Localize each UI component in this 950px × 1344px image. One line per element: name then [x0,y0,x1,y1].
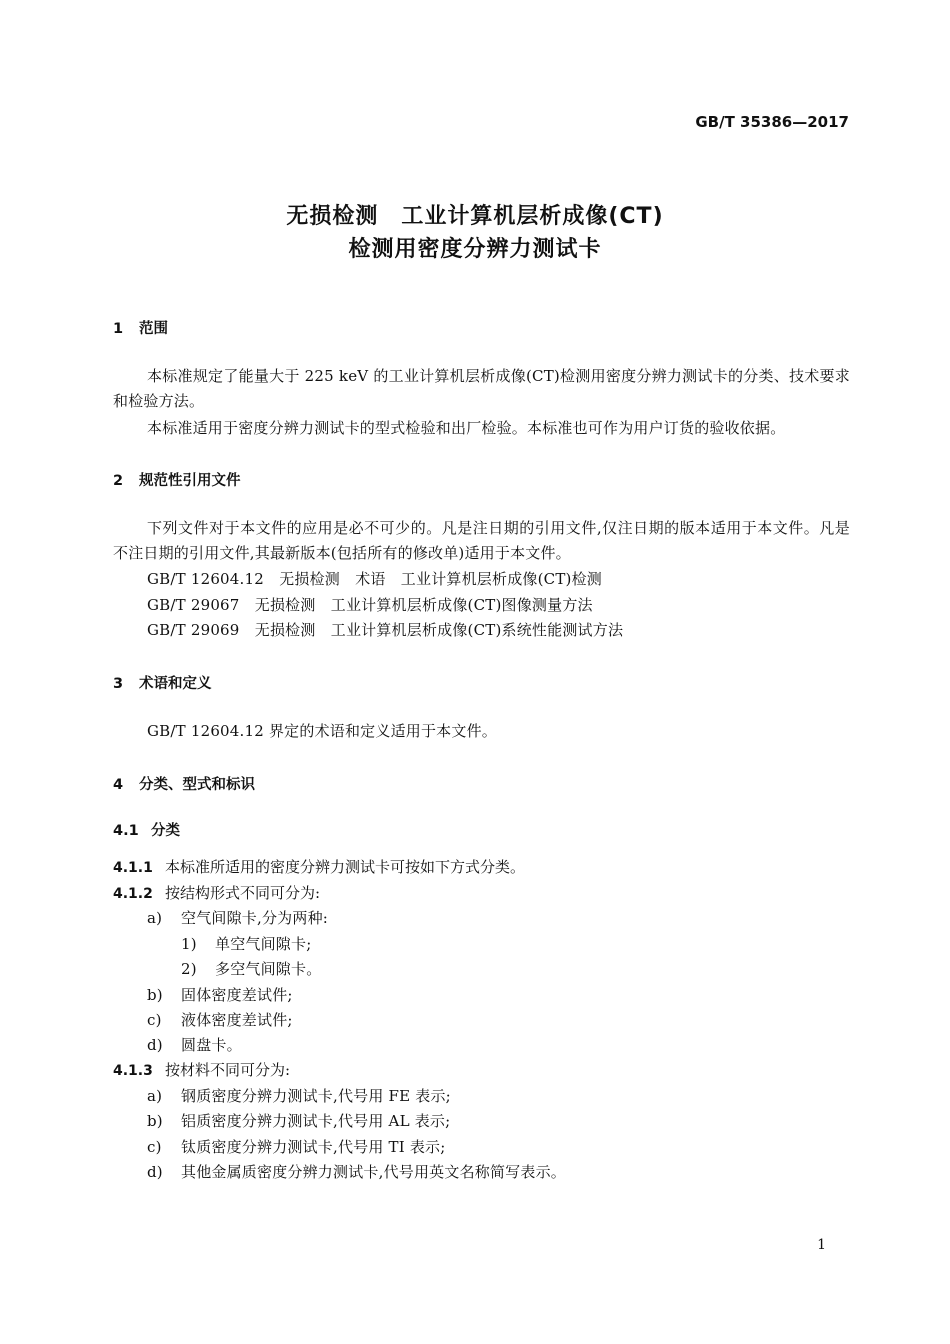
list-item-label: d) [147,1036,163,1054]
section-2-paragraph-1: 下列文件对于本文件的应用是必不可少的。凡是注日期的引用文件,仅注日期的版本适用于本文件。凡是不注日期的引用文件,其最新版本(包括所有的修改单)适用于本文件。 [113,519,850,562]
section-1-heading [113,317,168,338]
section-title: 范围 [139,321,168,337]
list-item [147,1161,566,1182]
subsection-title: 分类 [151,823,180,839]
section-4-heading [113,773,255,794]
sub-list-item-text: 多空气间隙卡。 [215,960,322,978]
clause-4-1-3 [113,1059,290,1080]
section-1-paragraph-2: 本标准适用于密度分辨力测试卡的型式检验和出厂检验。本标准也可作为用户订货的验收依据。 [147,419,786,437]
standard-number: GB/T 35386—2017 [695,113,849,131]
list-item-text: 钢质密度分辨力测试卡,代号用 FE 表示; [181,1087,451,1105]
clause-number: 4.1.1 [113,860,153,876]
list-item [147,1085,451,1106]
list-item-text: 钛质密度分辨力测试卡,代号用 TI 表示; [181,1138,446,1156]
clause-text: 本标准所适用的密度分辨力测试卡可按如下方式分类。 [165,858,526,876]
list-item-text: 固体密度差试件; [181,986,293,1004]
list-item-label: c) [147,1011,162,1029]
section-3-paragraph-1: GB/T 12604.12 界定的术语和定义适用于本文件。 [147,722,497,740]
document-title-line2: 检测用密度分辨力测试卡 [348,237,602,262]
section-title: 规范性引用文件 [139,473,241,489]
clause-4-1-1 [113,856,525,877]
clause-text: 按结构形式不同可分为: [165,884,321,902]
sub-list-item [181,933,311,954]
normative-reference: GB/T 12604.12 无损检测 术语 工业计算机层析成像(CT)检测 [147,570,602,588]
list-item-text: 液体密度差试件; [181,1011,293,1029]
section-number: 4 [113,777,124,793]
subsection-4-1-heading [113,819,180,840]
list-item [147,1110,450,1131]
normative-reference: GB/T 29069 无损检测 工业计算机层析成像(CT)系统性能测试方法 [147,621,624,639]
section-3-heading [113,672,212,693]
list-item-label: b) [147,986,163,1004]
list-item-text: 空气间隙卡,分为两种: [181,909,329,927]
list-item-label: b) [147,1112,163,1130]
section-1-paragraph-1: 本标准规定了能量大于 225 keV 的工业计算机层析成像(CT)检测用密度分辨力测试卡的分类、技术要求和检验方法。 [113,367,850,410]
sub-list-item-label: 1) [181,935,197,953]
page-number: 1 [817,1237,826,1253]
clause-text: 按材料不同可分为: [165,1061,291,1079]
list-item-text: 铝质密度分辨力测试卡,代号用 AL 表示; [181,1112,451,1130]
list-item [147,907,328,928]
section-title: 术语和定义 [139,676,212,692]
list-item-text: 其他金属质密度分辨力测试卡,代号用英文名称简写表示。 [181,1163,566,1181]
list-item [147,1034,242,1055]
clause-4-1-2 [113,882,320,903]
clause-number: 4.1.2 [113,886,153,902]
sub-list-item-text: 单空气间隙卡; [215,935,312,953]
list-item-text: 圆盘卡。 [181,1036,242,1054]
section-2-heading [113,469,241,490]
list-item [147,1136,446,1157]
list-item [147,984,293,1005]
section-number: 3 [113,676,124,692]
clause-number: 4.1.3 [113,1063,153,1079]
list-item-label: a) [147,1087,163,1105]
section-number: 2 [113,473,124,489]
subsection-number: 4.1 [113,823,139,839]
section-title: 分类、型式和标识 [139,777,255,793]
list-item-label: d) [147,1163,163,1181]
sub-list-item-label: 2) [181,960,197,978]
document-title-line1: 无损检测 工业计算机层析成像(CT) [286,204,664,229]
list-item [147,1009,293,1030]
list-item-label: c) [147,1138,162,1156]
list-item-label: a) [147,909,163,927]
section-number: 1 [113,321,124,337]
normative-reference: GB/T 29067 无损检测 工业计算机层析成像(CT)图像测量方法 [147,596,593,614]
sub-list-item [181,958,321,979]
